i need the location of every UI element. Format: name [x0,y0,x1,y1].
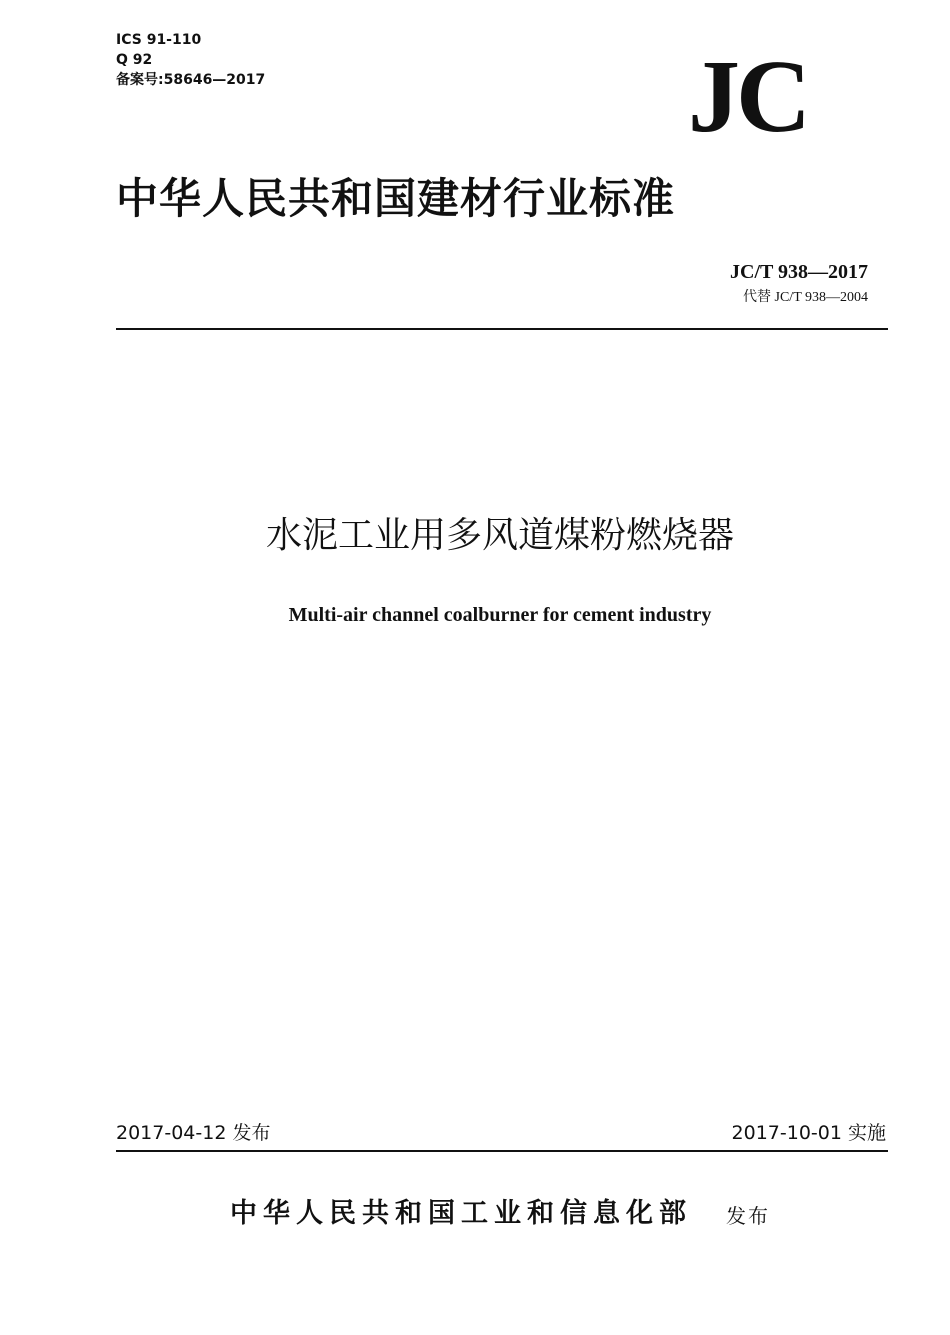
document-title-chinese: 水泥工业用多风道煤粉燃烧器 [265,515,734,556]
standard-number [730,260,868,284]
document-title-english: Multi-air channel coalburner for cement industry [288,604,712,626]
publish-label: 发布 [726,1204,770,1228]
issue-date: 2017-04-12 发布 [116,1122,271,1144]
replaces-standard: 代替 JC/T 938—2004 [743,290,868,305]
ccs-code: Q 92 [116,52,153,68]
implementation-date: 2017-10-01 实施 [731,1122,886,1144]
record-number: 备案号:58646—2017 [116,72,266,88]
industry-standard-title: 中华人民共和国建材行业标准 [116,174,676,223]
publisher-name: 中华人民共和国工业和信息化部 [230,1198,692,1229]
standard-mark-jc: JC [688,39,808,154]
standard-number-code: JC/T 938—2017 [730,261,868,283]
ics-code: ICS 91-110 [116,32,202,48]
top-divider [116,328,888,330]
bottom-divider [116,1150,888,1152]
